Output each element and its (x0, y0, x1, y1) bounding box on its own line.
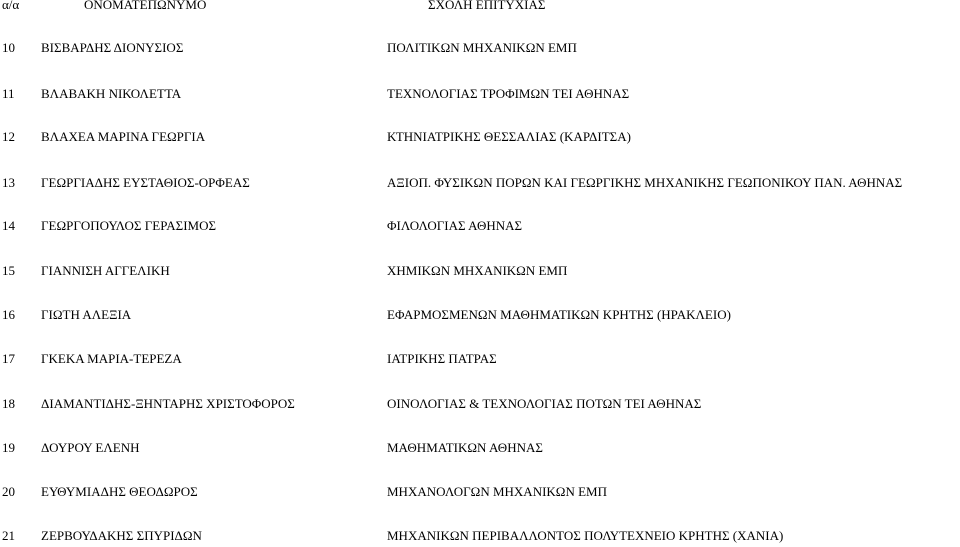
row-name: ΒΛΑΒΑΚΗ ΝΙΚΟΛΕΤΤΑ (41, 86, 182, 101)
table-row (0, 84, 960, 104)
row-num: 20 (2, 484, 15, 499)
row-name: ΒΙΣΒΑΡΔΗΣ ΔΙΟΝΥΣΙΟΣ (41, 40, 184, 55)
row-num: 11 (2, 86, 15, 101)
row-name: ΔΙΑΜΑΝΤΙΔΗΣ-ΞΗΝΤΑΡΗΣ ΧΡΙΣΤΟΦΟΡΟΣ (41, 396, 295, 411)
row-name: ΓΙΩΤΗ ΑΛΕΞΙΑ (41, 307, 132, 322)
row-school: ΠΟΛΙΤΙΚΩΝ ΜΗΧΑΝΙΚΩΝ ΕΜΠ (387, 40, 577, 55)
row-name: ΓΕΩΡΓΙΑΔΗΣ ΕΥΣΤΑΘΙΟΣ-ΟΡΦΕΑΣ (41, 175, 250, 190)
row-name: ΔΟΥΡΟΥ ΕΛΕΝΗ (41, 440, 140, 455)
table-row (0, 482, 960, 502)
row-school: ΟΙΝΟΛΟΓΙΑΣ & ΤΕΧΝΟΛΟΓΙΑΣ ΠΟΤΩΝ ΤΕΙ ΑΘΗΝΑΣ (387, 396, 702, 411)
row-school: ΧΗΜΙΚΩΝ ΜΗΧΑΝΙΚΩΝ ΕΜΠ (387, 263, 568, 278)
table-row (0, 261, 960, 281)
row-school: ΤΕΧΝΟΛΟΓΙΑΣ ΤΡΟΦΙΜΩΝ ΤΕΙ ΑΘΗΝΑΣ (387, 86, 630, 101)
row-school: ΜΑΘΗΜΑΤΙΚΩΝ ΑΘΗΝΑΣ (387, 440, 543, 455)
row-name: ΖΕΡΒΟΥΔΑΚΗΣ ΣΠΥΡΙΔΩΝ (41, 528, 202, 543)
row-school: ΜΗΧΑΝΟΛΟΓΩΝ ΜΗΧΑΝΙΚΩΝ ΕΜΠ (387, 484, 607, 499)
row-name: ΓΚΕΚΑ ΜΑΡΙΑ-ΤΕΡΕΖΑ (41, 351, 182, 366)
row-school: ΑΞΙΟΠ. ΦΥΣΙΚΩΝ ΠΟΡΩΝ ΚΑΙ ΓΕΩΡΓΙΚΗΣ ΜΗΧΑΝΙΚΗΣ ΓΕΩΠΟΝΙΚΟΥ ΠΑΝ. ΑΘΗΝΑΣ (387, 175, 903, 190)
row-name: ΓΕΩΡΓΟΠΟΥΛΟΣ ΓΕΡΑΣΙΜΟΣ (41, 218, 217, 233)
row-name: ΒΛΑΧΕΑ ΜΑΡΙΝΑ ΓΕΩΡΓΙΑ (41, 129, 206, 144)
row-num: 15 (2, 263, 15, 278)
row-num: 18 (2, 396, 15, 411)
header-num: α/α (2, 0, 20, 12)
header-name: ΟΝΟΜΑΤΕΠΩΝΥΜΟ (84, 0, 207, 12)
row-name: ΕΥΘΥΜΙΑΔΗΣ ΘΕΟΔΩΡΟΣ (41, 484, 198, 499)
table-row (0, 394, 960, 414)
table-row (0, 216, 960, 236)
table-row (0, 38, 960, 58)
row-school: ΕΦΑΡΜΟΣΜΕΝΩΝ ΜΑΘΗΜΑΤΙΚΩΝ ΚΡΗΤΗΣ (ΗΡΑΚΛΕΙΟ) (387, 307, 731, 322)
row-school: ΦΙΛΟΛΟΓΙΑΣ ΑΘΗΝΑΣ (387, 218, 523, 233)
table-row (0, 438, 960, 458)
row-num: 21 (2, 528, 15, 543)
row-num: 10 (2, 40, 15, 55)
row-num: 12 (2, 129, 15, 144)
row-num: 14 (2, 218, 15, 233)
table-row (0, 173, 960, 193)
table-row (0, 305, 960, 325)
row-num: 19 (2, 440, 15, 455)
row-school: ΙΑΤΡΙΚΗΣ ΠΑΤΡΑΣ (387, 351, 497, 366)
table-row (0, 349, 960, 369)
table-row (0, 526, 960, 546)
row-school: ΜΗΧΑΝΙΚΩΝ ΠΕΡΙΒΑΛΛΟΝΤΟΣ ΠΟΛΥΤΕΧΝΕΙΟ ΚΡΗΤΗΣ (ΧΑΝΙΑ) (387, 528, 784, 543)
header-school: ΣΧΟΛΗ ΕΠΙΤΥΧΙΑΣ (428, 0, 546, 12)
row-num: 17 (2, 351, 15, 366)
row-school: ΚΤΗΝΙΑΤΡΙΚΗΣ ΘΕΣΣΑΛΙΑΣ (ΚΑΡΔΙΤΣΑ) (387, 129, 631, 144)
table-header (0, 0, 960, 15)
row-num: 13 (2, 175, 15, 190)
row-name: ΓΙΑΝΝΙΣΗ ΑΓΓΕΛΙΚΗ (41, 263, 170, 278)
table-row (0, 127, 960, 147)
row-num: 16 (2, 307, 15, 322)
